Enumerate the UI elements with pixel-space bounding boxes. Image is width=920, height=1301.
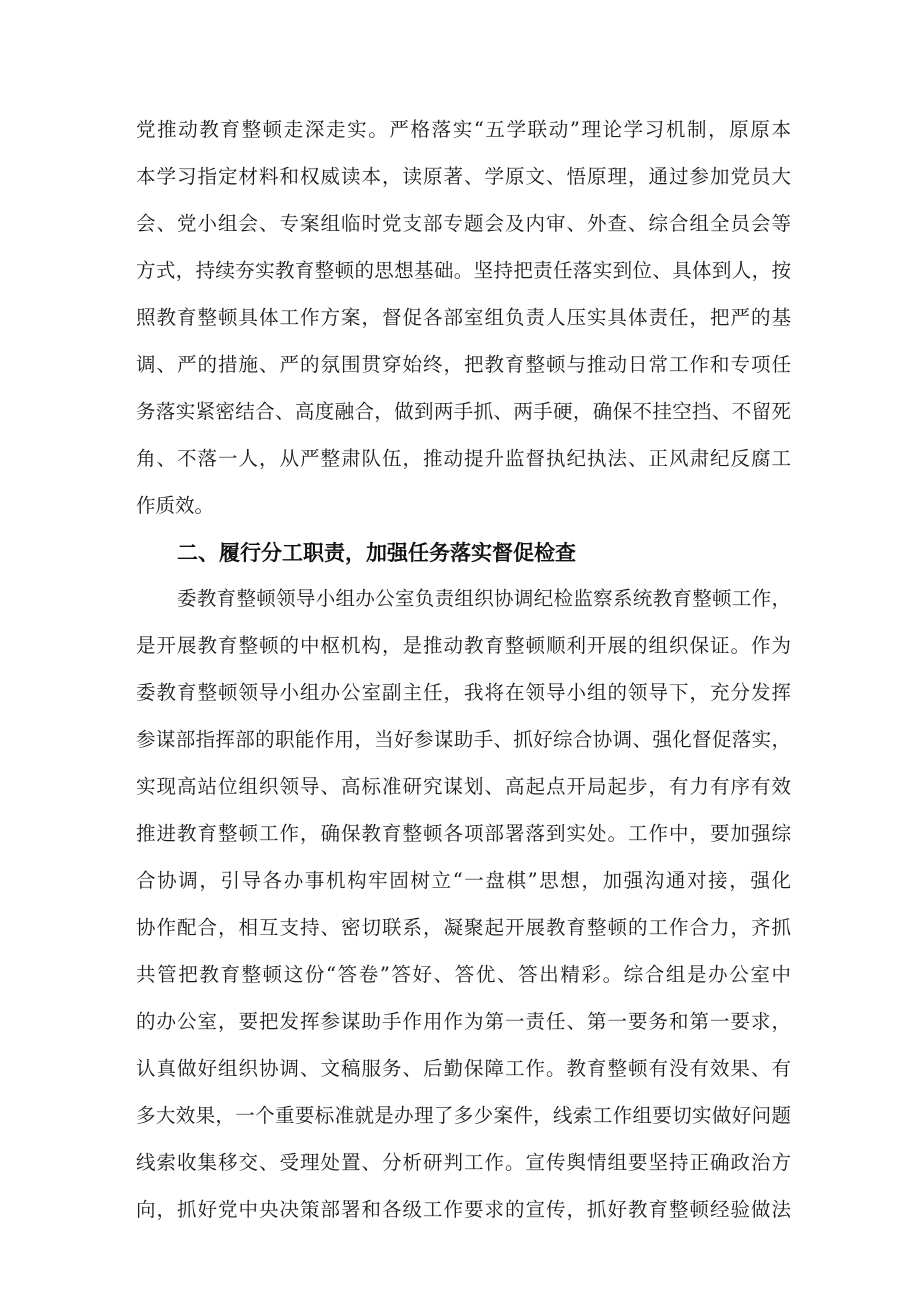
paragraph-1-line: 会、党小组会、专案组临时党支部专题会及内审、外查、综合组全员会等 xyxy=(136,212,791,235)
paragraph-2-line: 向，抓好党中央决策部署和各级工作要求的宣传，抓好教育整顿经验做法 xyxy=(136,1198,791,1221)
paragraph-2-line: 多大效果，一个重要标准就是办理了多少案件，线索工作组要切实做好问题 xyxy=(136,1104,791,1127)
paragraph-2-line: 协作配合，相互支持、密切联系，凝聚起开展教育整顿的工作合力，齐抓 xyxy=(136,916,791,939)
paragraph-1-line: 党推动教育整顿走深走实。严格落实“五学联动”理论学习机制，原原本 xyxy=(136,118,791,141)
paragraph-2-line: 认真做好组织协调、文稿服务、后勤保障工作。教育整顿有没有效果、有 xyxy=(136,1057,791,1080)
paragraph-2-line: 推进教育整顿工作，确保教育整顿各项部署落到实处。工作中，要加强综 xyxy=(136,822,791,845)
paragraph-2-line: 委教育整顿领导小组办公室副主任，我将在领导小组的领导下，充分发挥 xyxy=(136,681,791,704)
paragraph-1-line: 照教育整顿具体工作方案，督促各部室组负责人压实具体责任，把严的基 xyxy=(136,306,791,329)
paragraph-2-line: 实现高站位组织领导、高标准研究谋划、高起点开局起步，有力有序有效 xyxy=(136,775,791,798)
paragraph-1-line: 角、不落一人，从严整肃队伍，推动提升监督执纪执法、正风肃纪反腐工 xyxy=(136,447,791,470)
paragraph-2-line: 共管把教育整顿这份“答卷”答好、答优、答出精彩。综合组是办公室中 xyxy=(136,963,791,986)
paragraph-1-line: 作质效。 xyxy=(136,494,215,517)
paragraph-2-line: 线索收集移交、受理处置、分析研判工作。宣传舆情组要坚持正确政治方 xyxy=(136,1151,791,1174)
paragraph-1-line: 本学习指定材料和权威读本，读原著、学原文、悟原理，通过参加党员大 xyxy=(136,165,791,188)
paragraph-2-line: 是开展教育整顿的中枢机构，是推动教育整顿顺利开展的组织保证。作为 xyxy=(136,634,791,657)
paragraph-2-line: 合协调，引导各办事机构牢固树立“一盘棋”思想，加强沟通对接，强化 xyxy=(136,869,791,892)
paragraph-1-line: 务落实紧密结合、高度融合，做到两手抓、两手硬，确保不挂空挡、不留死 xyxy=(136,400,791,423)
paragraph-2-line: 委教育整顿领导小组办公室负责组织协调纪检监察系统教育整顿工作， xyxy=(177,587,791,610)
paragraph-1-line: 调、严的措施、严的氛围贯穿始终，把教育整顿与推动日常工作和专项任 xyxy=(136,353,791,376)
paragraph-2-line: 参谋部指挥部的职能作用，当好参谋助手、抓好综合协调、强化督促落实， xyxy=(136,728,791,751)
paragraph-2-line: 的办公室，要把发挥参谋助手作用作为第一责任、第一要务和第一要求， xyxy=(136,1010,791,1033)
paragraph-1-line: 方式，持续夯实教育整顿的思想基础。坚持把责任落实到位、具体到人，按 xyxy=(136,259,791,282)
section-heading: 二、履行分工职责，加强任务落实督促检查 xyxy=(177,541,576,565)
